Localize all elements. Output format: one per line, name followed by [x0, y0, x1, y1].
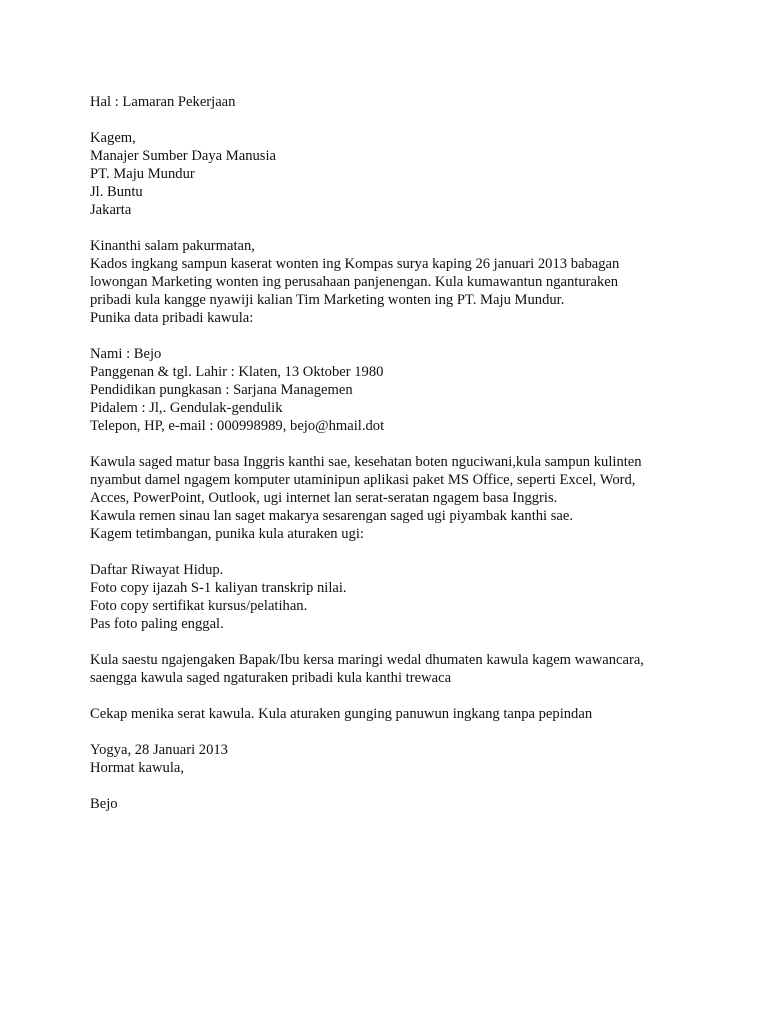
- recipient-line: Kagem,: [90, 130, 136, 146]
- opening-paragraph: [90, 237, 730, 327]
- personal-data-block: [90, 345, 730, 435]
- attachments-list: [90, 561, 730, 633]
- attachment-item: Foto copy ijazah S-1 kaliyan transkrip nilai.: [90, 580, 347, 596]
- skills-line: nyambut damel ngagem komputer utaminipun aplikasi paket MS Office, seperti Excel, Word,: [90, 472, 636, 488]
- recipient-line: Jakarta: [90, 202, 132, 218]
- request-line: saengga kawula saged ngaturaken pribadi kula kanthi trewaca: [90, 670, 452, 686]
- opening-line: pribadi kula kangge nyawiji kalian Tim Marketing wonten ing PT. Maju Mundur.: [90, 292, 565, 308]
- attachment-item: Foto copy sertifikat kursus/pelatihan.: [90, 598, 308, 614]
- closing-paragraph: [90, 705, 730, 723]
- subject-block: [90, 93, 730, 111]
- skills-line: Kawula saged matur basa Inggris kanthi sae, kesehatan boten nguciwani,kula sampun kulinten: [90, 454, 642, 470]
- recipient-block: [90, 129, 730, 219]
- salutation: Hormat kawula,: [90, 760, 185, 776]
- opening-line: Punika data pribadi kawula:: [90, 310, 254, 326]
- recipient-line: Manajer Sumber Daya Manusia: [90, 148, 277, 164]
- attachment-item: Daftar Riwayat Hidup.: [90, 562, 224, 578]
- closing-line: Cekap menika serat kawula. Kula aturaken gunging panuwun ingkang tanpa pepindan: [90, 706, 593, 722]
- opening-line: Kinanthi salam pakurmatan,: [90, 238, 255, 254]
- opening-line: Kados ingkang sampun kaserat wonten ing Kompas surya kaping 26 januari 2013 babagan: [90, 256, 620, 272]
- signature-name: Bejo: [90, 796, 118, 812]
- signature-block: [90, 795, 730, 813]
- skills-line: Acces, PowerPoint, Outlook, ugi internet lan serat-seratan ngagem basa Inggris.: [90, 490, 558, 506]
- recipient-line: PT. Maju Mundur: [90, 166, 195, 182]
- application-letter: [90, 93, 730, 831]
- personal-data-line: Telepon, HP, e-mail : 000998989, bejo@hmail.dot: [90, 418, 385, 434]
- signoff-block: [90, 741, 730, 777]
- skills-paragraph: [90, 453, 730, 543]
- request-line: Kula saestu ngajengaken Bapak/Ibu kersa maringi wedal dhumaten kawula kagem wawancara,: [90, 652, 644, 668]
- request-paragraph: [90, 651, 730, 687]
- skills-line: Kawula remen sinau lan saget makarya sesarengan saged ugi piyambak kanthi sae.: [90, 508, 574, 524]
- personal-data-line: Nami : Bejo: [90, 346, 162, 362]
- recipient-line: Jl. Buntu: [90, 184, 143, 200]
- skills-line: Kagem tetimbangan, punika kula aturaken ugi:: [90, 526, 364, 542]
- personal-data-line: Panggenan & tgl. Lahir : Klaten, 13 Oktober 1980: [90, 364, 384, 380]
- attachment-item: Pas foto paling enggal.: [90, 616, 224, 632]
- opening-line: lowongan Marketing wonten ing perusahaan panjenengan. Kula kumawantun nganturaken: [90, 274, 619, 290]
- letter-subject: Hal : Lamaran Pekerjaan: [90, 94, 236, 110]
- date-place: Yogya, 28 Januari 2013: [90, 742, 228, 758]
- personal-data-line: Pidalem : Jl,. Gendulak-gendulik: [90, 400, 283, 416]
- personal-data-line: Pendidikan pungkasan : Sarjana Managemen: [90, 382, 353, 398]
